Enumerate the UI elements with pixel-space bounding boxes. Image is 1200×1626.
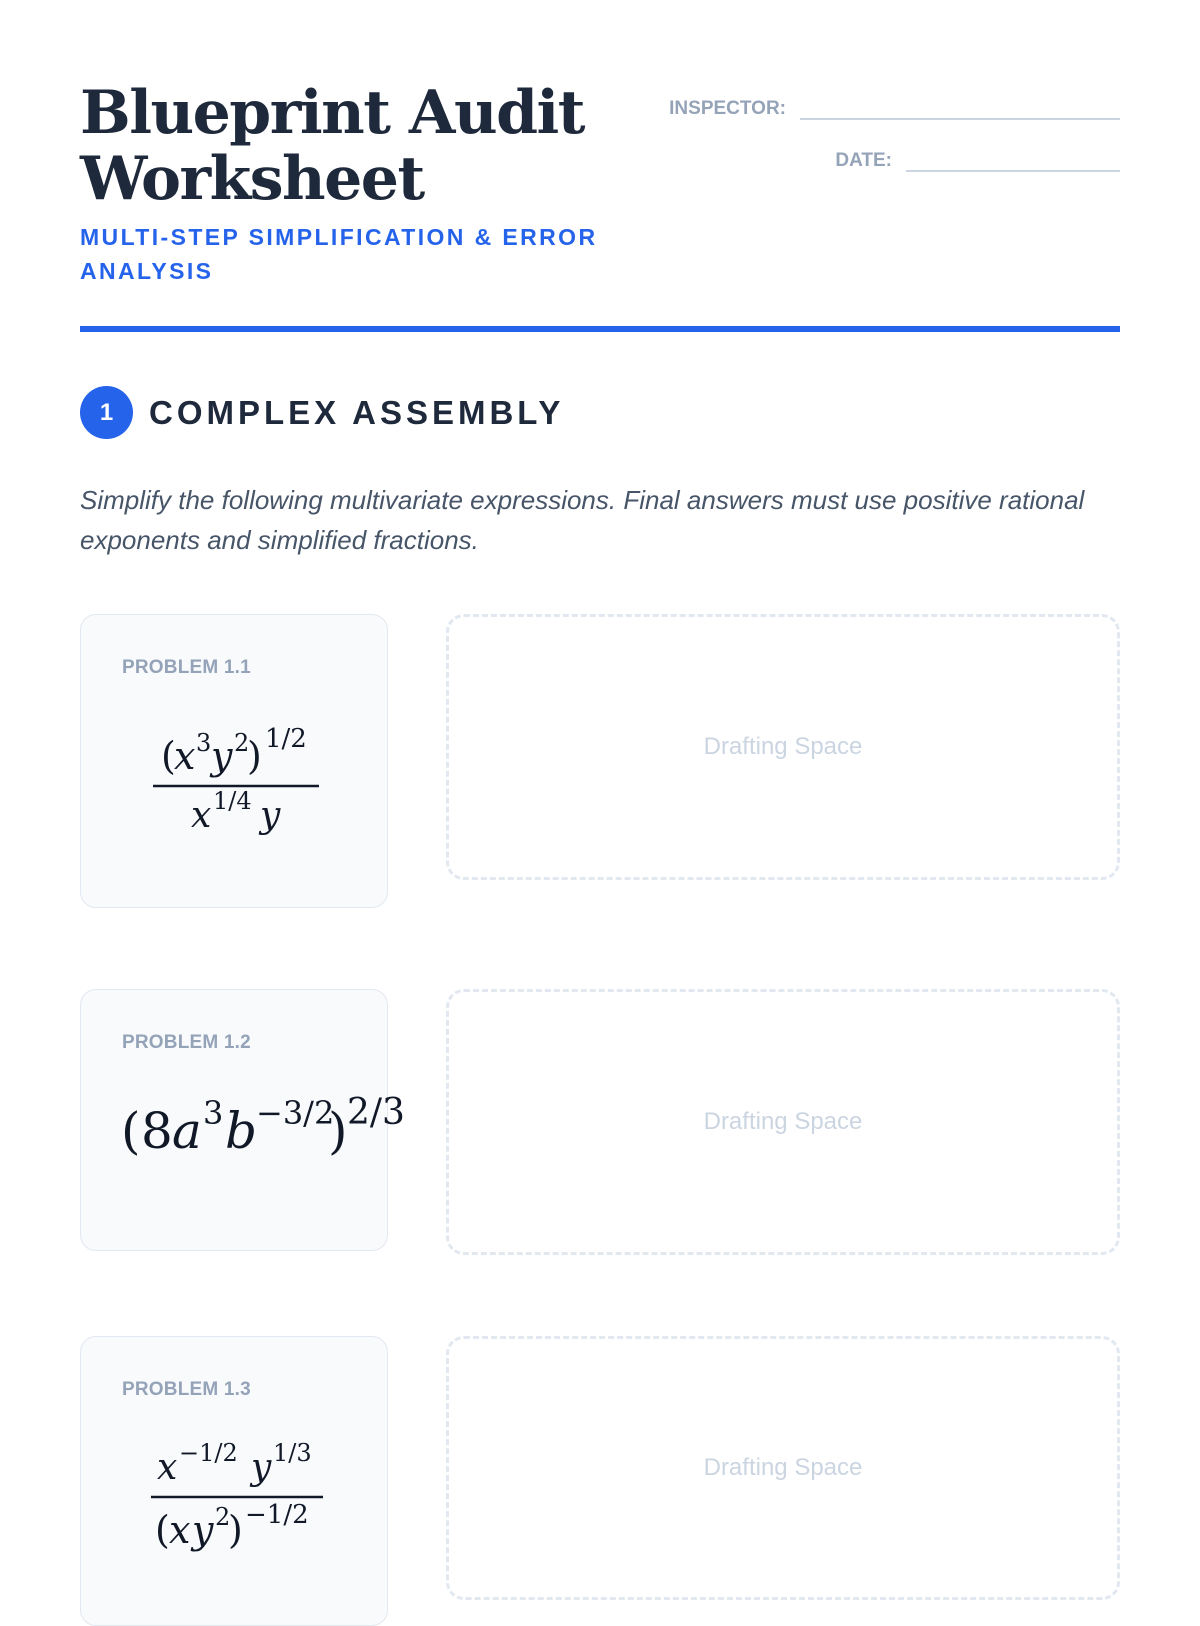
problem-expression xyxy=(81,711,389,836)
svg-text:(: ( xyxy=(161,734,176,778)
math-fraction-1-1 xyxy=(81,711,389,836)
svg-text:y: y xyxy=(192,1508,214,1552)
svg-text:y: y xyxy=(251,1447,272,1488)
svg-text:1/2: 1/2 xyxy=(265,724,307,754)
title-line-1: Blueprint Audit xyxy=(80,78,585,148)
date-field xyxy=(835,138,1120,172)
svg-text:(: ( xyxy=(121,1102,141,1160)
svg-text:2: 2 xyxy=(215,1503,231,1531)
problem-expression xyxy=(81,1090,405,1170)
math-power-1-2 xyxy=(81,1090,405,1170)
drafting-space-1-1[interactable] xyxy=(446,614,1120,880)
svg-text:): ) xyxy=(228,1508,243,1552)
drafting-space-label: Drafting Space xyxy=(703,1454,863,1481)
svg-text:x: x xyxy=(169,1508,191,1552)
svg-text:x: x xyxy=(191,795,212,836)
problem-label: PROBLEM 1.1 xyxy=(122,657,251,678)
svg-text:a: a xyxy=(172,1102,202,1160)
title-line-2: Worksheet xyxy=(80,144,424,214)
svg-text:y: y xyxy=(260,795,281,836)
svg-text:2: 2 xyxy=(234,729,250,757)
svg-text:−3/2: −3/2 xyxy=(256,1094,335,1132)
page-title xyxy=(80,80,640,212)
page-subtitle: MULTI-STEP SIMPLIFICATION & ERROR ANALYSIS xyxy=(80,224,598,284)
date-input-line[interactable] xyxy=(906,138,1120,172)
svg-text:2/3: 2/3 xyxy=(347,1092,405,1133)
problem-expression xyxy=(81,1427,389,1557)
svg-text:x: x xyxy=(174,734,196,778)
svg-text:3: 3 xyxy=(196,729,212,757)
date-label: DATE: xyxy=(835,150,892,171)
drafting-space-label: Drafting Space xyxy=(703,1108,863,1135)
math-fraction-1-3 xyxy=(81,1427,389,1557)
header-divider xyxy=(80,326,1120,332)
svg-text:1/4: 1/4 xyxy=(213,787,252,815)
svg-text:): ) xyxy=(247,734,262,778)
svg-text:x: x xyxy=(157,1447,178,1488)
inspector-input-line[interactable] xyxy=(800,86,1120,120)
svg-text:(: ( xyxy=(155,1508,170,1552)
svg-text:y: y xyxy=(211,734,233,778)
problem-card-1-1 xyxy=(80,614,388,908)
svg-text:b: b xyxy=(225,1102,258,1160)
section-heading xyxy=(80,386,564,439)
svg-text:−1/2: −1/2 xyxy=(245,1500,309,1530)
inspector-label: INSPECTOR: xyxy=(669,98,786,119)
svg-text:−1/2: −1/2 xyxy=(179,1439,238,1467)
svg-text:): ) xyxy=(328,1102,348,1160)
section-number-badge: 1 xyxy=(80,386,133,439)
svg-text:3: 3 xyxy=(203,1094,224,1132)
problem-card-1-2 xyxy=(80,989,405,1251)
section-title: COMPLEX ASSEMBLY xyxy=(149,393,565,431)
svg-text:8: 8 xyxy=(141,1102,173,1160)
inspector-field xyxy=(669,86,1120,120)
drafting-space-1-2[interactable] xyxy=(446,989,1120,1255)
section-instructions: Simplify the following multivariate expressions. Final answers must use positive rational exponents and simplified fractions. xyxy=(80,485,1085,555)
problem-label: PROBLEM 1.2 xyxy=(122,1032,251,1053)
drafting-space-1-3[interactable] xyxy=(446,1336,1120,1600)
problem-card-1-3 xyxy=(80,1336,388,1626)
drafting-space-label: Drafting Space xyxy=(703,733,863,760)
problem-label: PROBLEM 1.3 xyxy=(122,1379,251,1400)
svg-text:1/3: 1/3 xyxy=(273,1439,312,1467)
